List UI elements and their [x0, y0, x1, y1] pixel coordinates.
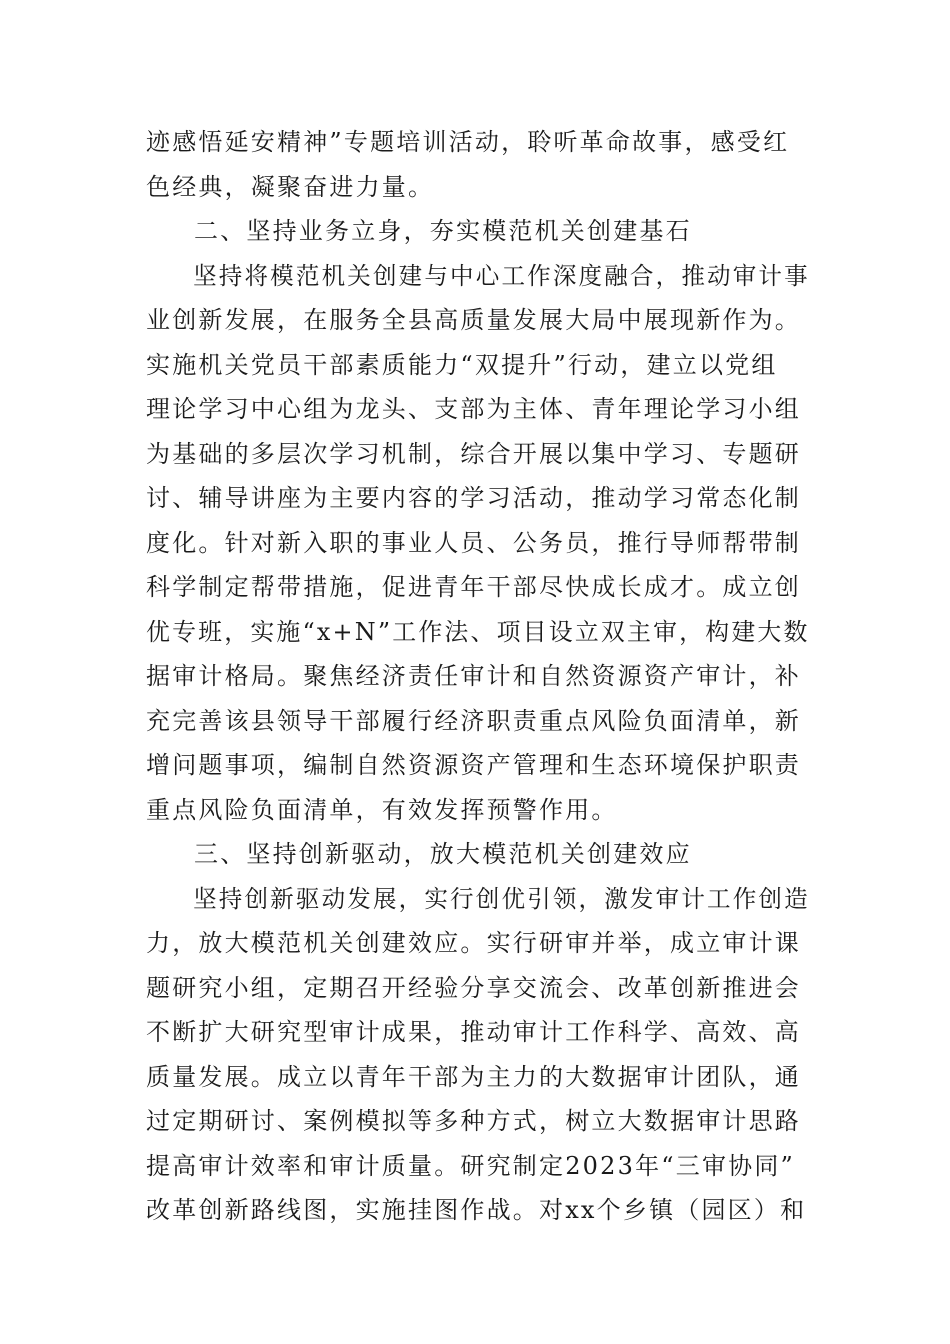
text-line: 题研究小组，定期召开经验分享交流会、改革创新推进会 [146, 973, 801, 1002]
text-line: 科学制定帮带措施，促进青年干部尽快成长成才。成立创 [146, 573, 801, 601]
text-line: 充完善该县领导干部履行经济职责重点风险负面清单，新 [146, 706, 801, 735]
text-line: 不断扩大研究型审计成果，推动审计工作科学、高效、高 [146, 1018, 801, 1046]
text-line: 迹感悟延安精神”专题培训活动，聆听革命故事，感受红 [146, 128, 790, 156]
text-line: 讨、辅导讲座为主要内容的学习活动，推动学习常态化制 [146, 484, 801, 512]
text-line: 改革创新路线图，实施挂图作战。对xx个乡镇（园区）和 [146, 1196, 807, 1224]
text-line: 重点风险负面清单，有效发挥预警作用。 [146, 795, 618, 824]
text-line: 坚持将模范机关创建与中心工作深度融合，推动审计事 [193, 261, 810, 290]
text-line: 质量发展。成立以青年干部为主力的大数据审计团队，通 [146, 1062, 801, 1091]
text-line: 度化。针对新入职的事业人员、公务员，推行导师帮带制 [146, 528, 801, 557]
text-line: 为基础的多层次学习机制，综合开展以集中学习、专题研 [146, 439, 801, 468]
text-line: 业创新发展，在服务全县高质量发展大局中展现新作为。 [146, 306, 801, 334]
document-body [146, 120, 810, 1233]
section-heading: 二、坚持业务立身，夯实模范机关创建基石 [194, 217, 692, 245]
text-line: 增问题事项，编制自然资源资产管理和生态环境保护职责 [146, 751, 801, 779]
text-line: 力，放大模范机关创建效应。实行研审并举，成立审计课 [146, 929, 801, 957]
text-line: 过定期研讨、案例模拟等多种方式，树立大数据审计思路 [146, 1107, 801, 1135]
text-line: 优专班，实施“x+N”工作法、项目设立双主审，构建大数 [146, 617, 810, 646]
text-line: 实施机关党员干部素质能力“双提升”行动，建立以党组 [146, 350, 778, 379]
text-line: 提高审计效率和审计质量。研究制定2023年“三审协同” [146, 1151, 796, 1180]
text-line: 据审计格局。聚焦经济责任审计和自然资源资产审计，补 [146, 662, 801, 690]
text-line: 色经典，凝聚奋进力量。 [146, 172, 435, 201]
text-line: 坚持创新驱动发展，实行创优引领，激发审计工作创造 [193, 884, 810, 913]
section-heading: 三、坚持创新驱动，放大模范机关创建效应 [194, 840, 692, 868]
text-line: 理论学习中心组为龙头、支部为主体、青年理论学习小组 [146, 395, 801, 423]
